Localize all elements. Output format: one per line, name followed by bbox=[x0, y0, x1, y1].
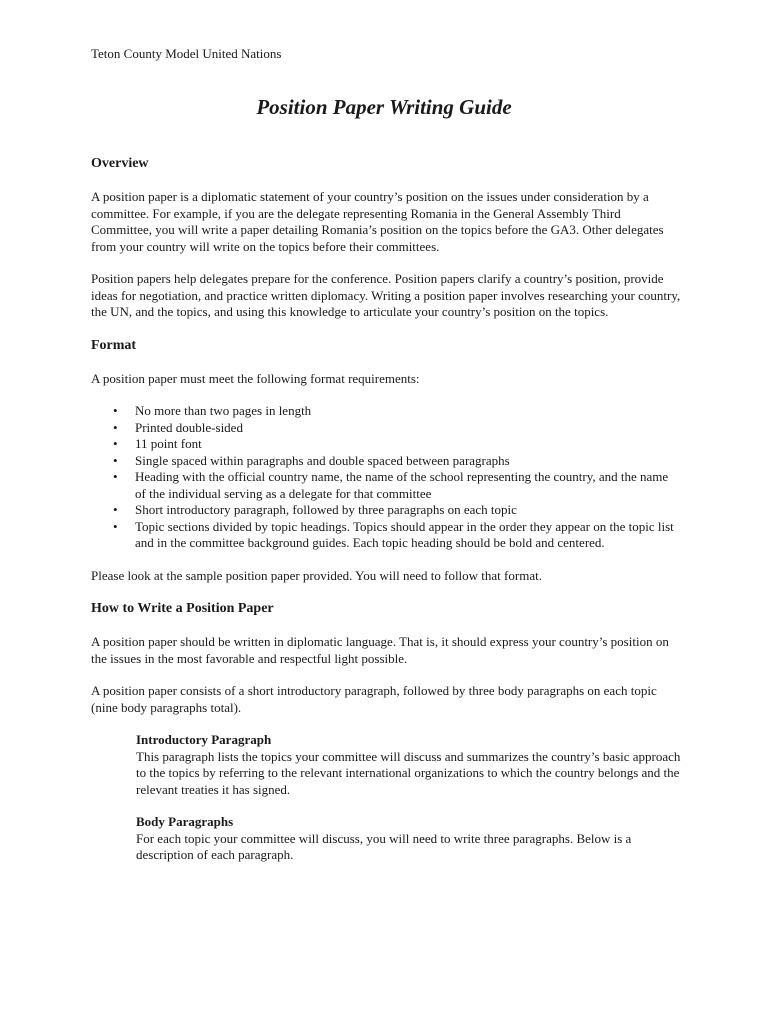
overview-heading: Overview bbox=[91, 156, 149, 171]
list-item bbox=[91, 420, 681, 437]
introductory-paragraph-block bbox=[136, 732, 681, 798]
document-title: Position Paper Writing Guide bbox=[256, 95, 512, 119]
overview-section bbox=[91, 155, 681, 321]
how-to-paragraph: A position paper should be written in diplomatic language. That is, it should express your country’s position on the issues in the most favorable and respectful light possible. bbox=[91, 634, 669, 666]
introductory-paragraph-text: This paragraph lists the topics your committee will discuss and summarizes the country’s basic approach to the topics by referring to the relevant international organizations to which the country belongs and the relevant treaties it has signed. bbox=[136, 748, 681, 797]
overview-paragraph: Position papers help delegates prepare for the conference. Position papers clarify a country’s position, provide ideas for negotiation, and practice written diplomacy. Writing a position paper involves researching your country, the UN, and the topics, and using this knowledge to articulate your country’s position on the topics. bbox=[91, 271, 681, 319]
body-paragraphs-block bbox=[136, 814, 681, 864]
format-closing: Please look at the sample position paper provided. You will need to follow that format. bbox=[91, 567, 542, 583]
body-paragraphs-heading: Body Paragraphs bbox=[136, 814, 234, 829]
bullet-icon: • bbox=[113, 436, 118, 451]
bullet-icon: • bbox=[113, 502, 118, 517]
bullet-icon: • bbox=[113, 469, 118, 484]
list-item bbox=[91, 502, 681, 519]
list-item bbox=[91, 436, 681, 453]
how-to-heading: How to Write a Position Paper bbox=[91, 601, 274, 616]
list-item bbox=[91, 403, 681, 420]
bullet-icon: • bbox=[113, 419, 118, 435]
list-item-text: Printed double-sided bbox=[135, 419, 243, 435]
format-requirements-list bbox=[91, 403, 681, 552]
list-item bbox=[91, 519, 681, 552]
list-item-text: Topic sections divided by topic headings. Topics should appear in the order they appear on the topic list and in the committee background guides. Each topic heading should be bold and centered. bbox=[135, 518, 674, 550]
list-item-text: Heading with the official country name, the name of the school representing the country, and the name of the individual serving as a delegate for that committee bbox=[135, 469, 669, 501]
bullet-icon: • bbox=[113, 452, 118, 468]
bullet-icon: • bbox=[113, 518, 118, 534]
list-item bbox=[91, 453, 681, 470]
how-to-section bbox=[91, 600, 681, 864]
running-header: Teton County Model United Nations bbox=[91, 46, 282, 61]
format-heading: Format bbox=[91, 337, 137, 353]
format-section bbox=[91, 337, 681, 585]
bullet-icon: • bbox=[113, 403, 118, 418]
format-intro: A position paper must meet the following format requirements: bbox=[91, 370, 420, 386]
list-item-text: No more than two pages in length bbox=[135, 403, 312, 418]
list-item-text: 11 point font bbox=[135, 436, 202, 451]
document-body bbox=[91, 155, 681, 880]
list-item bbox=[91, 469, 681, 502]
how-to-paragraph: A position paper consists of a short introductory paragraph, followed by three body paragraphs on each topic (nine body paragraphs total). bbox=[91, 683, 657, 715]
overview-paragraph: A position paper is a diplomatic statement of your country’s position on the issues under consideration by a committee. For example, if you are the delegate representing Romania in the General Assembly Third Committee, you will write a paper detailing Romania’s position on the topics before the GA3. Other delegates from your country will write on the topics before their committees. bbox=[91, 189, 664, 254]
list-item-text: Short introductory paragraph, followed by three paragraphs on each topic bbox=[135, 502, 517, 517]
body-paragraphs-text: For each topic your committee will discuss, you will need to write three paragraphs. Below is a description of each paragraph. bbox=[136, 830, 632, 862]
introductory-paragraph-heading: Introductory Paragraph bbox=[136, 732, 272, 747]
list-item-text: Single spaced within paragraphs and double spaced between paragraphs bbox=[135, 452, 510, 468]
